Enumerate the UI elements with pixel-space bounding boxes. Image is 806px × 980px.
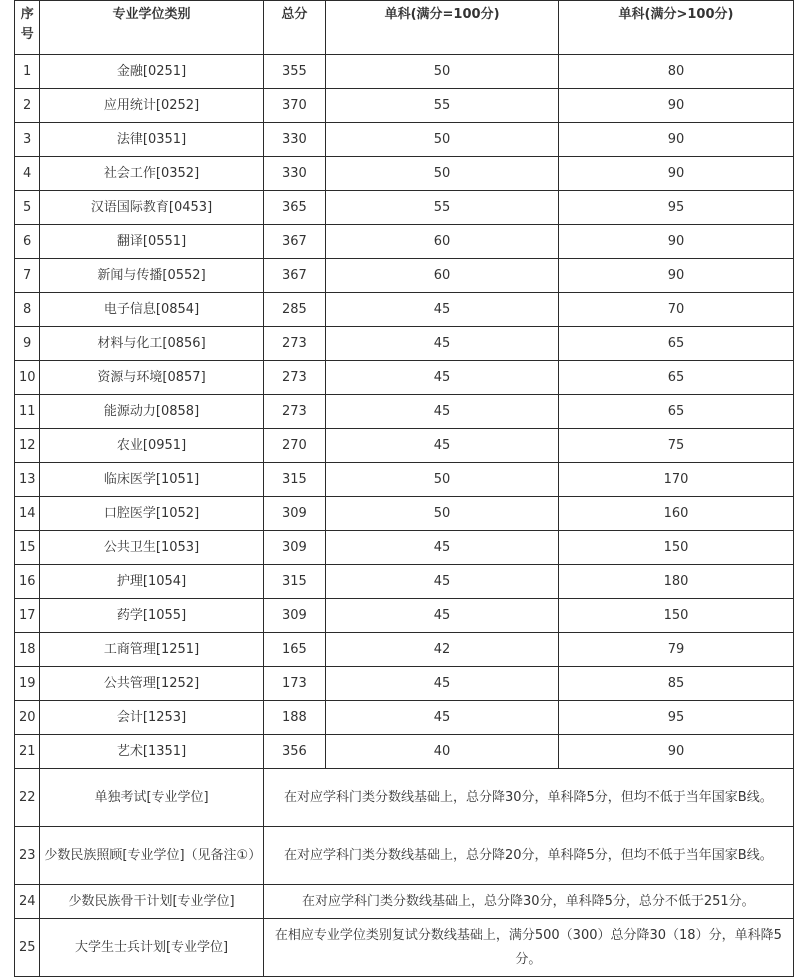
cell-category: 公共卫生[1053] [40, 531, 263, 565]
cell-category: 翻译[0551] [40, 225, 263, 259]
cell-no: 3 [15, 123, 40, 157]
cell-no: 14 [15, 497, 40, 531]
cell-total: 273 [263, 361, 325, 395]
cell-category: 汉语国际教育[0453] [40, 191, 263, 225]
cell-single-100: 45 [326, 565, 559, 599]
cell-total: 356 [263, 735, 325, 769]
cell-single-100: 45 [326, 667, 559, 701]
cell-total: 367 [263, 259, 325, 293]
cell-note: 在对应学科门类分数线基础上，总分降30分，单科降5分，总分不低于251分。 [263, 885, 793, 919]
cell-no: 21 [15, 735, 40, 769]
table-row [15, 599, 794, 633]
cell-no: 16 [15, 565, 40, 599]
header-total: 总分 [263, 1, 325, 55]
table-row [15, 89, 794, 123]
cell-total: 365 [263, 191, 325, 225]
cell-note: 在对应学科门类分数线基础上，总分降20分，单科降5分，但均不低于当年国家B线。 [263, 827, 793, 885]
cell-note: 在对应学科门类分数线基础上，总分降30分，单科降5分，但均不低于当年国家B线。 [263, 769, 793, 827]
header-single-100: 单科(满分=100分) [326, 1, 559, 55]
table-row [15, 667, 794, 701]
cell-single-gt100: 150 [558, 599, 793, 633]
table-row [15, 157, 794, 191]
score-table [14, 0, 794, 977]
cell-category: 新闻与传播[0552] [40, 259, 263, 293]
cell-total: 355 [263, 55, 325, 89]
cell-single-100: 45 [326, 327, 559, 361]
cell-category: 材料与化工[0856] [40, 327, 263, 361]
cell-category: 单独考试[专业学位] [40, 769, 263, 827]
table-row [15, 259, 794, 293]
cell-category: 资源与环境[0857] [40, 361, 263, 395]
cell-total: 285 [263, 293, 325, 327]
cell-category: 能源动力[0858] [40, 395, 263, 429]
table-body [15, 55, 794, 977]
cell-no: 20 [15, 701, 40, 735]
table-row [15, 735, 794, 769]
cell-single-gt100: 70 [558, 293, 793, 327]
table-row [15, 225, 794, 259]
cell-no: 25 [15, 919, 40, 977]
cell-total: 309 [263, 599, 325, 633]
cell-no: 11 [15, 395, 40, 429]
cell-single-gt100: 95 [558, 701, 793, 735]
table-row [15, 769, 794, 827]
cell-single-100: 45 [326, 361, 559, 395]
table-row [15, 361, 794, 395]
table-row [15, 293, 794, 327]
cell-single-100: 45 [326, 293, 559, 327]
header-no: 序号 [15, 1, 40, 55]
cell-single-100: 50 [326, 497, 559, 531]
cell-total: 330 [263, 157, 325, 191]
cell-category: 公共管理[1252] [40, 667, 263, 701]
cell-category: 药学[1055] [40, 599, 263, 633]
cell-single-gt100: 95 [558, 191, 793, 225]
cell-category: 电子信息[0854] [40, 293, 263, 327]
cell-note: 在相应专业学位类别复试分数线基础上，满分500（300）总分降30（18）分，单科降5分。 [263, 919, 793, 977]
cell-total: 370 [263, 89, 325, 123]
cell-total: 188 [263, 701, 325, 735]
table-row [15, 633, 794, 667]
table-row [15, 497, 794, 531]
cell-total: 273 [263, 327, 325, 361]
cell-single-gt100: 65 [558, 395, 793, 429]
cell-category: 农业[0951] [40, 429, 263, 463]
cell-category: 金融[0251] [40, 55, 263, 89]
cell-single-gt100: 85 [558, 667, 793, 701]
cell-no: 12 [15, 429, 40, 463]
cell-single-100: 55 [326, 191, 559, 225]
cell-single-gt100: 90 [558, 89, 793, 123]
cell-single-gt100: 90 [558, 735, 793, 769]
cell-total: 309 [263, 497, 325, 531]
cell-no: 22 [15, 769, 40, 827]
cell-single-100: 55 [326, 89, 559, 123]
cell-category: 会计[1253] [40, 701, 263, 735]
cell-no: 10 [15, 361, 40, 395]
cell-single-100: 45 [326, 395, 559, 429]
cell-no: 18 [15, 633, 40, 667]
cell-no: 8 [15, 293, 40, 327]
table-row [15, 395, 794, 429]
cell-no: 7 [15, 259, 40, 293]
cell-total: 367 [263, 225, 325, 259]
cell-total: 309 [263, 531, 325, 565]
cell-total: 270 [263, 429, 325, 463]
cell-no: 5 [15, 191, 40, 225]
table-row [15, 191, 794, 225]
table-row [15, 463, 794, 497]
cell-category: 少数民族骨干计划[专业学位] [40, 885, 263, 919]
cell-no: 4 [15, 157, 40, 191]
cell-total: 315 [263, 463, 325, 497]
cell-single-gt100: 90 [558, 225, 793, 259]
table-row [15, 701, 794, 735]
cell-single-100: 50 [326, 157, 559, 191]
cell-no: 1 [15, 55, 40, 89]
cell-single-100: 60 [326, 259, 559, 293]
table-row [15, 55, 794, 89]
cell-single-gt100: 150 [558, 531, 793, 565]
cell-single-100: 45 [326, 429, 559, 463]
cell-single-gt100: 90 [558, 157, 793, 191]
cell-category: 艺术[1351] [40, 735, 263, 769]
cell-category: 大学生士兵计划[专业学位] [40, 919, 263, 977]
cell-single-gt100: 90 [558, 259, 793, 293]
table-row [15, 531, 794, 565]
cell-single-100: 45 [326, 599, 559, 633]
table-row [15, 919, 794, 977]
cell-single-100: 60 [326, 225, 559, 259]
cell-category: 少数民族照顾[专业学位]（见备注①） [40, 827, 263, 885]
table-header-row [15, 1, 794, 55]
cell-single-100: 42 [326, 633, 559, 667]
cell-category: 护理[1054] [40, 565, 263, 599]
cell-single-100: 45 [326, 531, 559, 565]
cell-no: 15 [15, 531, 40, 565]
cell-category: 口腔医学[1052] [40, 497, 263, 531]
cell-single-gt100: 170 [558, 463, 793, 497]
cell-single-100: 40 [326, 735, 559, 769]
cell-no: 13 [15, 463, 40, 497]
header-category: 专业学位类别 [40, 1, 263, 55]
cell-no: 23 [15, 827, 40, 885]
cell-total: 315 [263, 565, 325, 599]
table-row [15, 327, 794, 361]
table-row [15, 123, 794, 157]
cell-category: 社会工作[0352] [40, 157, 263, 191]
cell-single-100: 50 [326, 55, 559, 89]
cell-single-gt100: 80 [558, 55, 793, 89]
table-row [15, 827, 794, 885]
cell-no: 19 [15, 667, 40, 701]
cell-total: 173 [263, 667, 325, 701]
cell-no: 17 [15, 599, 40, 633]
cell-category: 应用统计[0252] [40, 89, 263, 123]
cell-no: 2 [15, 89, 40, 123]
cell-single-gt100: 160 [558, 497, 793, 531]
cell-single-100: 45 [326, 701, 559, 735]
cell-category: 工商管理[1251] [40, 633, 263, 667]
cell-single-gt100: 180 [558, 565, 793, 599]
cell-no: 6 [15, 225, 40, 259]
cell-no: 24 [15, 885, 40, 919]
cell-category: 临床医学[1051] [40, 463, 263, 497]
cell-single-100: 50 [326, 463, 559, 497]
cell-single-gt100: 75 [558, 429, 793, 463]
cell-single-gt100: 65 [558, 327, 793, 361]
cell-total: 273 [263, 395, 325, 429]
header-single-gt100: 单科(满分>100分) [558, 1, 793, 55]
table-row [15, 429, 794, 463]
cell-single-gt100: 90 [558, 123, 793, 157]
cell-total: 330 [263, 123, 325, 157]
cell-category: 法律[0351] [40, 123, 263, 157]
cell-single-gt100: 65 [558, 361, 793, 395]
table-row [15, 885, 794, 919]
table-row [15, 565, 794, 599]
cell-single-gt100: 79 [558, 633, 793, 667]
cell-single-100: 50 [326, 123, 559, 157]
cell-no: 9 [15, 327, 40, 361]
cell-total: 165 [263, 633, 325, 667]
